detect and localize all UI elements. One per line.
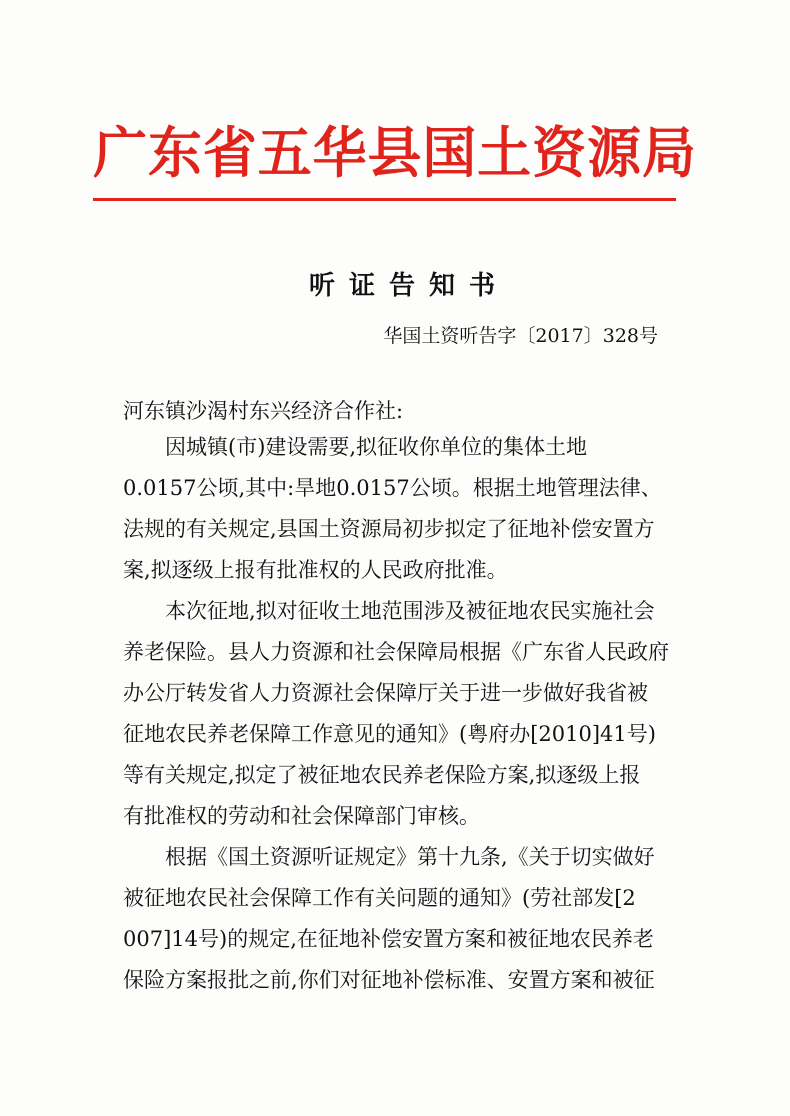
body-line: 保险方案报批之前,你们对征地补偿标准、安置方案和被征 [123,968,655,992]
body-line: 因城镇(市)建设需要,拟征收你单位的集体土地 [165,435,588,459]
body-line: 等有关规定,拟定了被征地农民养老保险方案,拟逐级上报 [123,763,641,787]
body-line: 养老保险。县人力资源和社会保障局根据《广东省人民政府 [123,640,669,664]
body-line: 有批准权的劳动和社会保障部门审核。 [123,804,480,828]
body-line: 案,拟逐级上报有批准权的人民政府批准。 [123,558,508,582]
body-line: 根据《国土资源听证规定》第十九条,《关于切实做好 [165,845,655,869]
addressee: 河东镇沙渴村东兴经济合作社: [123,399,404,423]
body-line: 法规的有关规定,县国土资源局初步拟定了征地补偿安置方 [123,517,655,541]
body-line: 本次征地,拟对征收土地范围涉及被征地农民实施社会 [165,599,655,623]
agency-header: 广东省五华县国土资源局 [93,120,697,185]
body-line: 征地农民养老保障工作意见的通知》(粤府办[2010]41号) [123,722,656,746]
body-line: 办公厅转发省人力资源社会保障厅关于进一步做好我省被 [123,681,648,705]
body-line: 被征地农民社会保障工作有关问题的通知》(劳社部发[2 [123,886,636,910]
header-red-rule [93,198,676,201]
document-number: 华国土资听告字〔2017〕328号 [383,325,658,347]
document-title: 听证告知书 [308,271,509,301]
body-line: 007]14号)的规定,在征地补偿安置方案和被征地农民养老 [123,927,654,951]
body-line: 0.0157公顷,其中:旱地0.0157公顷。根据土地管理法律、 [123,476,662,500]
